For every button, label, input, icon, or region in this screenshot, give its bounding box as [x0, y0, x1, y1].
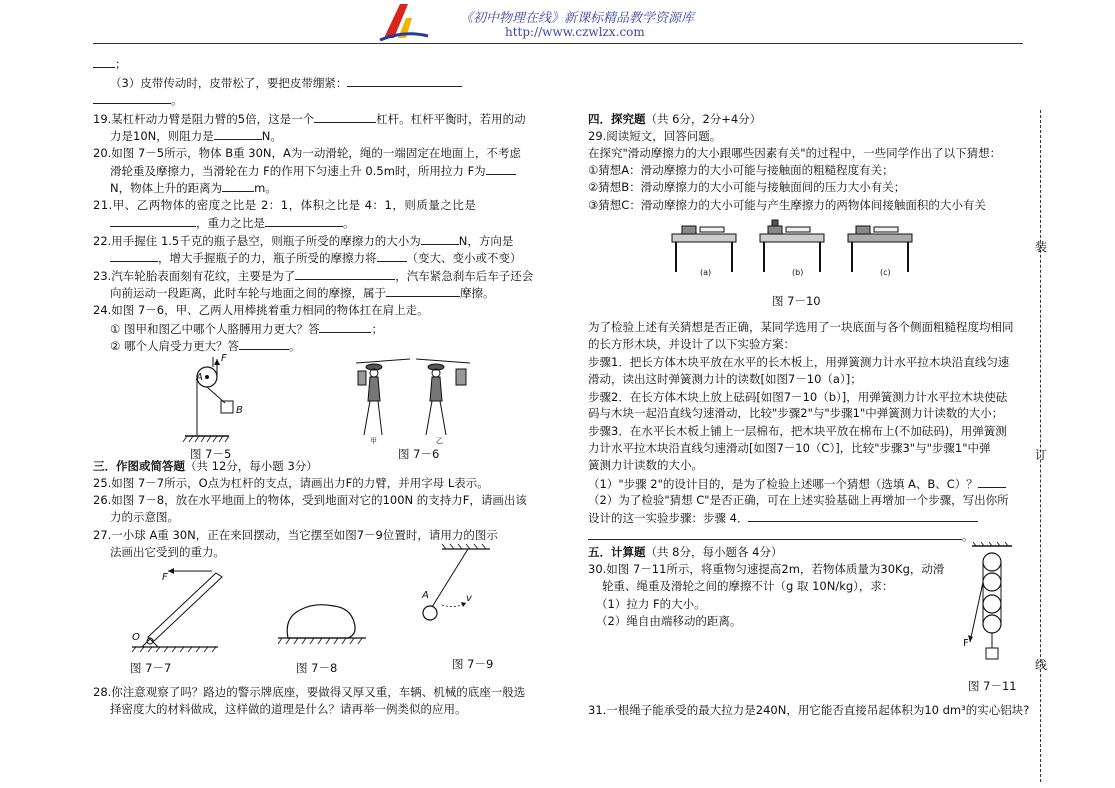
- question-30-part2: （2）绳自由端移动的距离。: [596, 614, 742, 628]
- question-25: 25.如图 7－7所示，O点为杠杆的支点，请画出力F的力臂，并用字母 L表示。: [93, 476, 489, 490]
- question-24-part2: ② 哪个人肩受力更大？答 。: [110, 339, 301, 353]
- question-30: 30.如图 7－11所示，将重物匀速提高2m，若物体质量为30Kg，动滑: [588, 562, 945, 576]
- fig78-caption: 图 7－8: [296, 661, 338, 675]
- fig77-label-O: O: [132, 632, 140, 643]
- question-22-cont: ，增大手握瓶子的力，瓶子所受的摩擦力将 （变大、变小或不变）: [110, 250, 522, 265]
- fig79-label-v: v: [466, 593, 472, 604]
- guess-C: ③猜想C：滑动摩擦力的大小可能与产生摩擦力的两物体间接触面积的大小有关: [588, 198, 986, 212]
- margin-label-xian: 线: [1035, 658, 1048, 672]
- q29-para-3: 的长方形木块，并设计了以下实验方案：: [588, 337, 795, 351]
- header-rule: [93, 43, 1023, 44]
- question-26-cont: 力的示意图。: [110, 510, 179, 524]
- left-line-1: （3）皮带传动时，皮带松了，要把皮带绷紧：: [110, 75, 462, 90]
- question-23-cont: 向前运动一段距离，此时车轮与地面之间的摩擦，属于 摩擦。: [110, 286, 495, 300]
- header-url[interactable]: http://www.czwlzx.com: [505, 25, 645, 39]
- question-29: 29.阅读短文，回答问题。: [588, 129, 722, 143]
- fig710-label-b: (b): [792, 268, 804, 277]
- step-1-cont: 滑动，读出这时弹簧测力计的读数[如图7－10（a）]；: [588, 372, 862, 386]
- fig711-label-F: F: [963, 638, 969, 649]
- fig710-label-c: (c): [880, 268, 891, 277]
- figure-7-8: [278, 598, 368, 648]
- question-20: 20.如图 7－5所示，物体 B重 30N，A为一动滑轮，绳的一端固定在地面上，不考虑: [93, 146, 521, 160]
- subquestion-2: （2）为了检验"猜想 C"是否正确，可在上述实验基础上再增加一个步骤，写出你所: [588, 493, 1009, 507]
- fig76-caption: 图 7－6: [398, 447, 440, 461]
- margin-label-zhuang: 装: [1035, 240, 1048, 254]
- fig75-label-F: F: [221, 353, 227, 364]
- fig76-label-yi: 乙: [436, 437, 443, 445]
- question-24-part1: ① 图甲和图乙中哪个人胳膊用力更大？答 ；: [110, 322, 383, 336]
- question-21-cont: ，重力之比是 。: [110, 215, 355, 230]
- question-23: 23.汽车轮胎表面刻有花纹，主要是为了 ，汽车紧急刹车后车子还会: [93, 269, 534, 283]
- fig79-caption: 图 7－9: [452, 657, 494, 671]
- figure-7-5: [185, 353, 245, 445]
- question-31: 31.一根绳子能承受的最大拉力是240N，用它能否直接吊起体积为10 dm³的实心铝块?: [588, 703, 1030, 717]
- step-3-cont: 力计水平拉木块沿直线匀速滑动[如图7－10（C）]，比较"步骤3"与"步骤1"中弹: [588, 441, 991, 455]
- question-30-cont: 轮重、绳重及滑轮之间的摩擦不计（g 取 10N/kg），求：: [602, 579, 894, 593]
- figure-7-9: [418, 545, 498, 625]
- subquestion-2-cont2: 。: [588, 528, 974, 543]
- section-3-title: 三．作图或简答题（共 12分，每小题 3分）: [93, 459, 318, 473]
- header-title: 《初中物理在线》新课标精品教学资源库: [460, 11, 695, 26]
- fig77-label-F: F: [162, 572, 168, 583]
- question-20-cont2: N，物体上升的距离为 m。: [110, 181, 277, 195]
- question-19-cont: 力是10N，则阻力是 N。: [110, 129, 282, 143]
- question-19: 19.某杠杆动力臂是阻力臂的5倍，这是一个 杠杆。杠杆平衡时，若用的动: [93, 112, 526, 126]
- question-22: 22.用手握住 1.5千克的瓶子悬空，则瓶子所受的摩擦力的大小为 N，方向是: [93, 234, 514, 248]
- question-21: 21.甲、乙两物体的密度之比是 2：1，体积之比是 4：1，则质量之比是: [93, 198, 477, 212]
- fig711-caption: 图 7－11: [968, 679, 1017, 693]
- figure-7-7: [128, 565, 238, 655]
- q29-para-1: 在探究"滑动摩擦力的大小跟哪些因素有关"的过程中，一些同学作出了以下猜想：: [588, 146, 1002, 160]
- figure-7-6: [352, 355, 476, 445]
- section-4-title: 四．探究题（共 6分，2分+4分）: [588, 112, 762, 126]
- question-26: 26.如图 7－8，放在水平地面上的物体，受到地面对它的100N 的支持力F，请画出该: [93, 493, 527, 507]
- step-3: 步骤3．在水平长木板上铺上一层棉布，把木块平放在棉布上(不加砝码)，用弹簧测: [588, 424, 1007, 438]
- figure-7-11: [962, 542, 1022, 674]
- fig77-caption: 图 7－7: [130, 661, 172, 675]
- question-28: 28.你注意观察了吗？路边的警示牌底座，要做得又厚又重，车辆、机械的底座一般选: [93, 685, 526, 699]
- fig76-label-jia: 甲: [370, 437, 377, 445]
- left-line-0: ；: [93, 56, 127, 71]
- logo-icon: [378, 0, 430, 42]
- step-1: 步骤1．把长方体木块平放在水平的长木板上，用弹簧测力计水平拉木块沿直线匀速: [588, 355, 1010, 369]
- fig75-caption: 图 7－5: [190, 447, 232, 461]
- step-2-cont: 码与木块一起沿直线匀速滑动，比较"步骤2"与"步骤1"中弹簧测力计读数的大小；: [588, 406, 1004, 420]
- step-2: 步骤2．在长方体木块上放上砝码[如图7－10（b）]，用弹簧测力计水平拉木块使砝: [588, 390, 1008, 404]
- subquestion-2-cont: 设计的这一实验步骤：步骤 4．: [588, 510, 978, 525]
- left-line-2: 。: [93, 92, 183, 107]
- q29-para-2: 为了检验上述有关猜想是否正确，某同学选用了一块底面与各个侧面粗糙程度均相同: [588, 320, 1014, 334]
- margin-label-ding: 订: [1035, 448, 1048, 462]
- question-28-cont: 择密度大的材料做成，这样做的道理是什么？请再举一例类似的应用。: [110, 702, 467, 716]
- question-27: 27.一小球 A重 30N，正在来回摆动，当它摆至如图7－9位置时，请用力的图示: [93, 528, 498, 542]
- step-3-cont2: 簧测力计读数的大小。: [588, 458, 703, 472]
- guess-B: ②猜想B：滑动摩擦力的大小可能与接触面间的压力大小有关；: [588, 180, 906, 194]
- section-5-title: 五．计算题（共 8分，每小题各 4分）: [588, 545, 783, 559]
- question-27-cont: 法画出它受到的重力。: [110, 545, 225, 559]
- fig75-label-B: B: [236, 405, 243, 416]
- question-24: 24.如图 7－6，甲、乙两人用棒挑着重力相同的物体扛在肩上走。: [93, 303, 429, 317]
- subquestion-1: （1）"步骤 2"的设计目的，是为了检验上述哪一个猜想（选填 A、B、C）？: [588, 476, 1006, 491]
- question-30-part1: （1）拉力 F的大小。: [596, 597, 706, 611]
- fig710-label-a: (a): [700, 268, 712, 277]
- guess-A: ①猜想A：滑动摩擦力的大小可能与接触面的粗糙程度有关；: [588, 163, 894, 177]
- question-20-cont: 滑轮重及摩擦力，当滑轮在力 F的作用下匀速上升 0.5m时，所用拉力 F为: [110, 163, 516, 178]
- fig75-label-A: A: [196, 372, 203, 383]
- fig710-caption: 图 7－10: [772, 294, 821, 308]
- fig79-label-A: A: [422, 590, 429, 601]
